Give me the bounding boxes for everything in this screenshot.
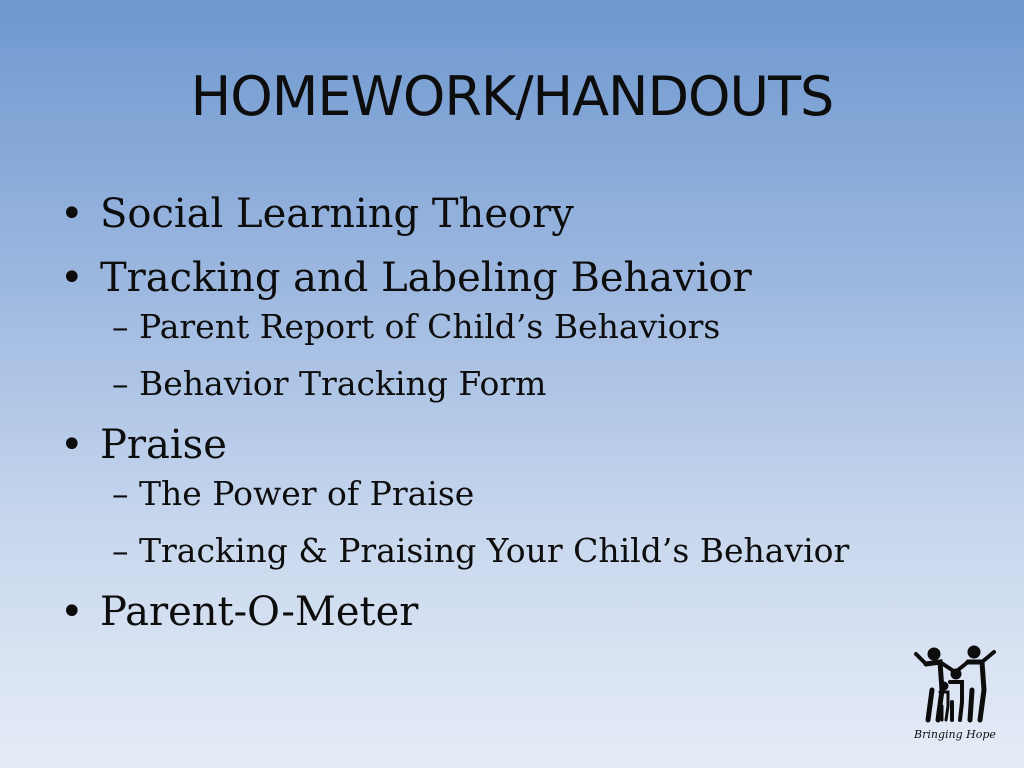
bullet-text: Social Learning Theory [100, 191, 574, 237]
bringing-hope-logo [912, 640, 998, 750]
bullet-marker: • [60, 589, 84, 635]
sub-bullet-item [112, 363, 1000, 405]
family-figures-icon [912, 640, 998, 728]
bullet-marker: • [60, 422, 84, 468]
logo-caption: Bringing Hope [914, 728, 996, 741]
bullet-item [60, 421, 1000, 572]
sub-bullet-text: Parent Report of Child’s Behaviors [139, 307, 721, 346]
sub-bullet-item [112, 473, 1000, 515]
bullet-item [60, 254, 1000, 405]
sub-bullet-marker: – [112, 307, 129, 346]
sub-bullet-list [100, 306, 1000, 405]
bullet-text: Tracking and Labeling Behavior [100, 255, 752, 301]
bullet-marker: • [60, 191, 84, 237]
sub-bullet-text: The Power of Praise [139, 474, 475, 513]
bullet-list [60, 190, 1000, 652]
bullet-text: Praise [100, 422, 227, 468]
sub-bullet-text: Behavior Tracking Form [139, 364, 547, 403]
slide-title: HOMEWORK/HANDOUTS [190, 65, 834, 128]
sub-bullet-list [100, 473, 1000, 572]
bullet-marker: • [60, 255, 84, 301]
bullet-text: Parent-O-Meter [100, 589, 419, 635]
sub-bullet-marker: – [112, 531, 129, 570]
sub-bullet-item [112, 306, 1000, 348]
bullet-item [60, 588, 1000, 636]
sub-bullet-marker: – [112, 364, 129, 403]
sub-bullet-marker: – [112, 474, 129, 513]
bullet-item [60, 190, 1000, 238]
sub-bullet-text: Tracking & Praising Your Child’s Behavior [139, 531, 850, 570]
sub-bullet-item [112, 530, 1000, 572]
